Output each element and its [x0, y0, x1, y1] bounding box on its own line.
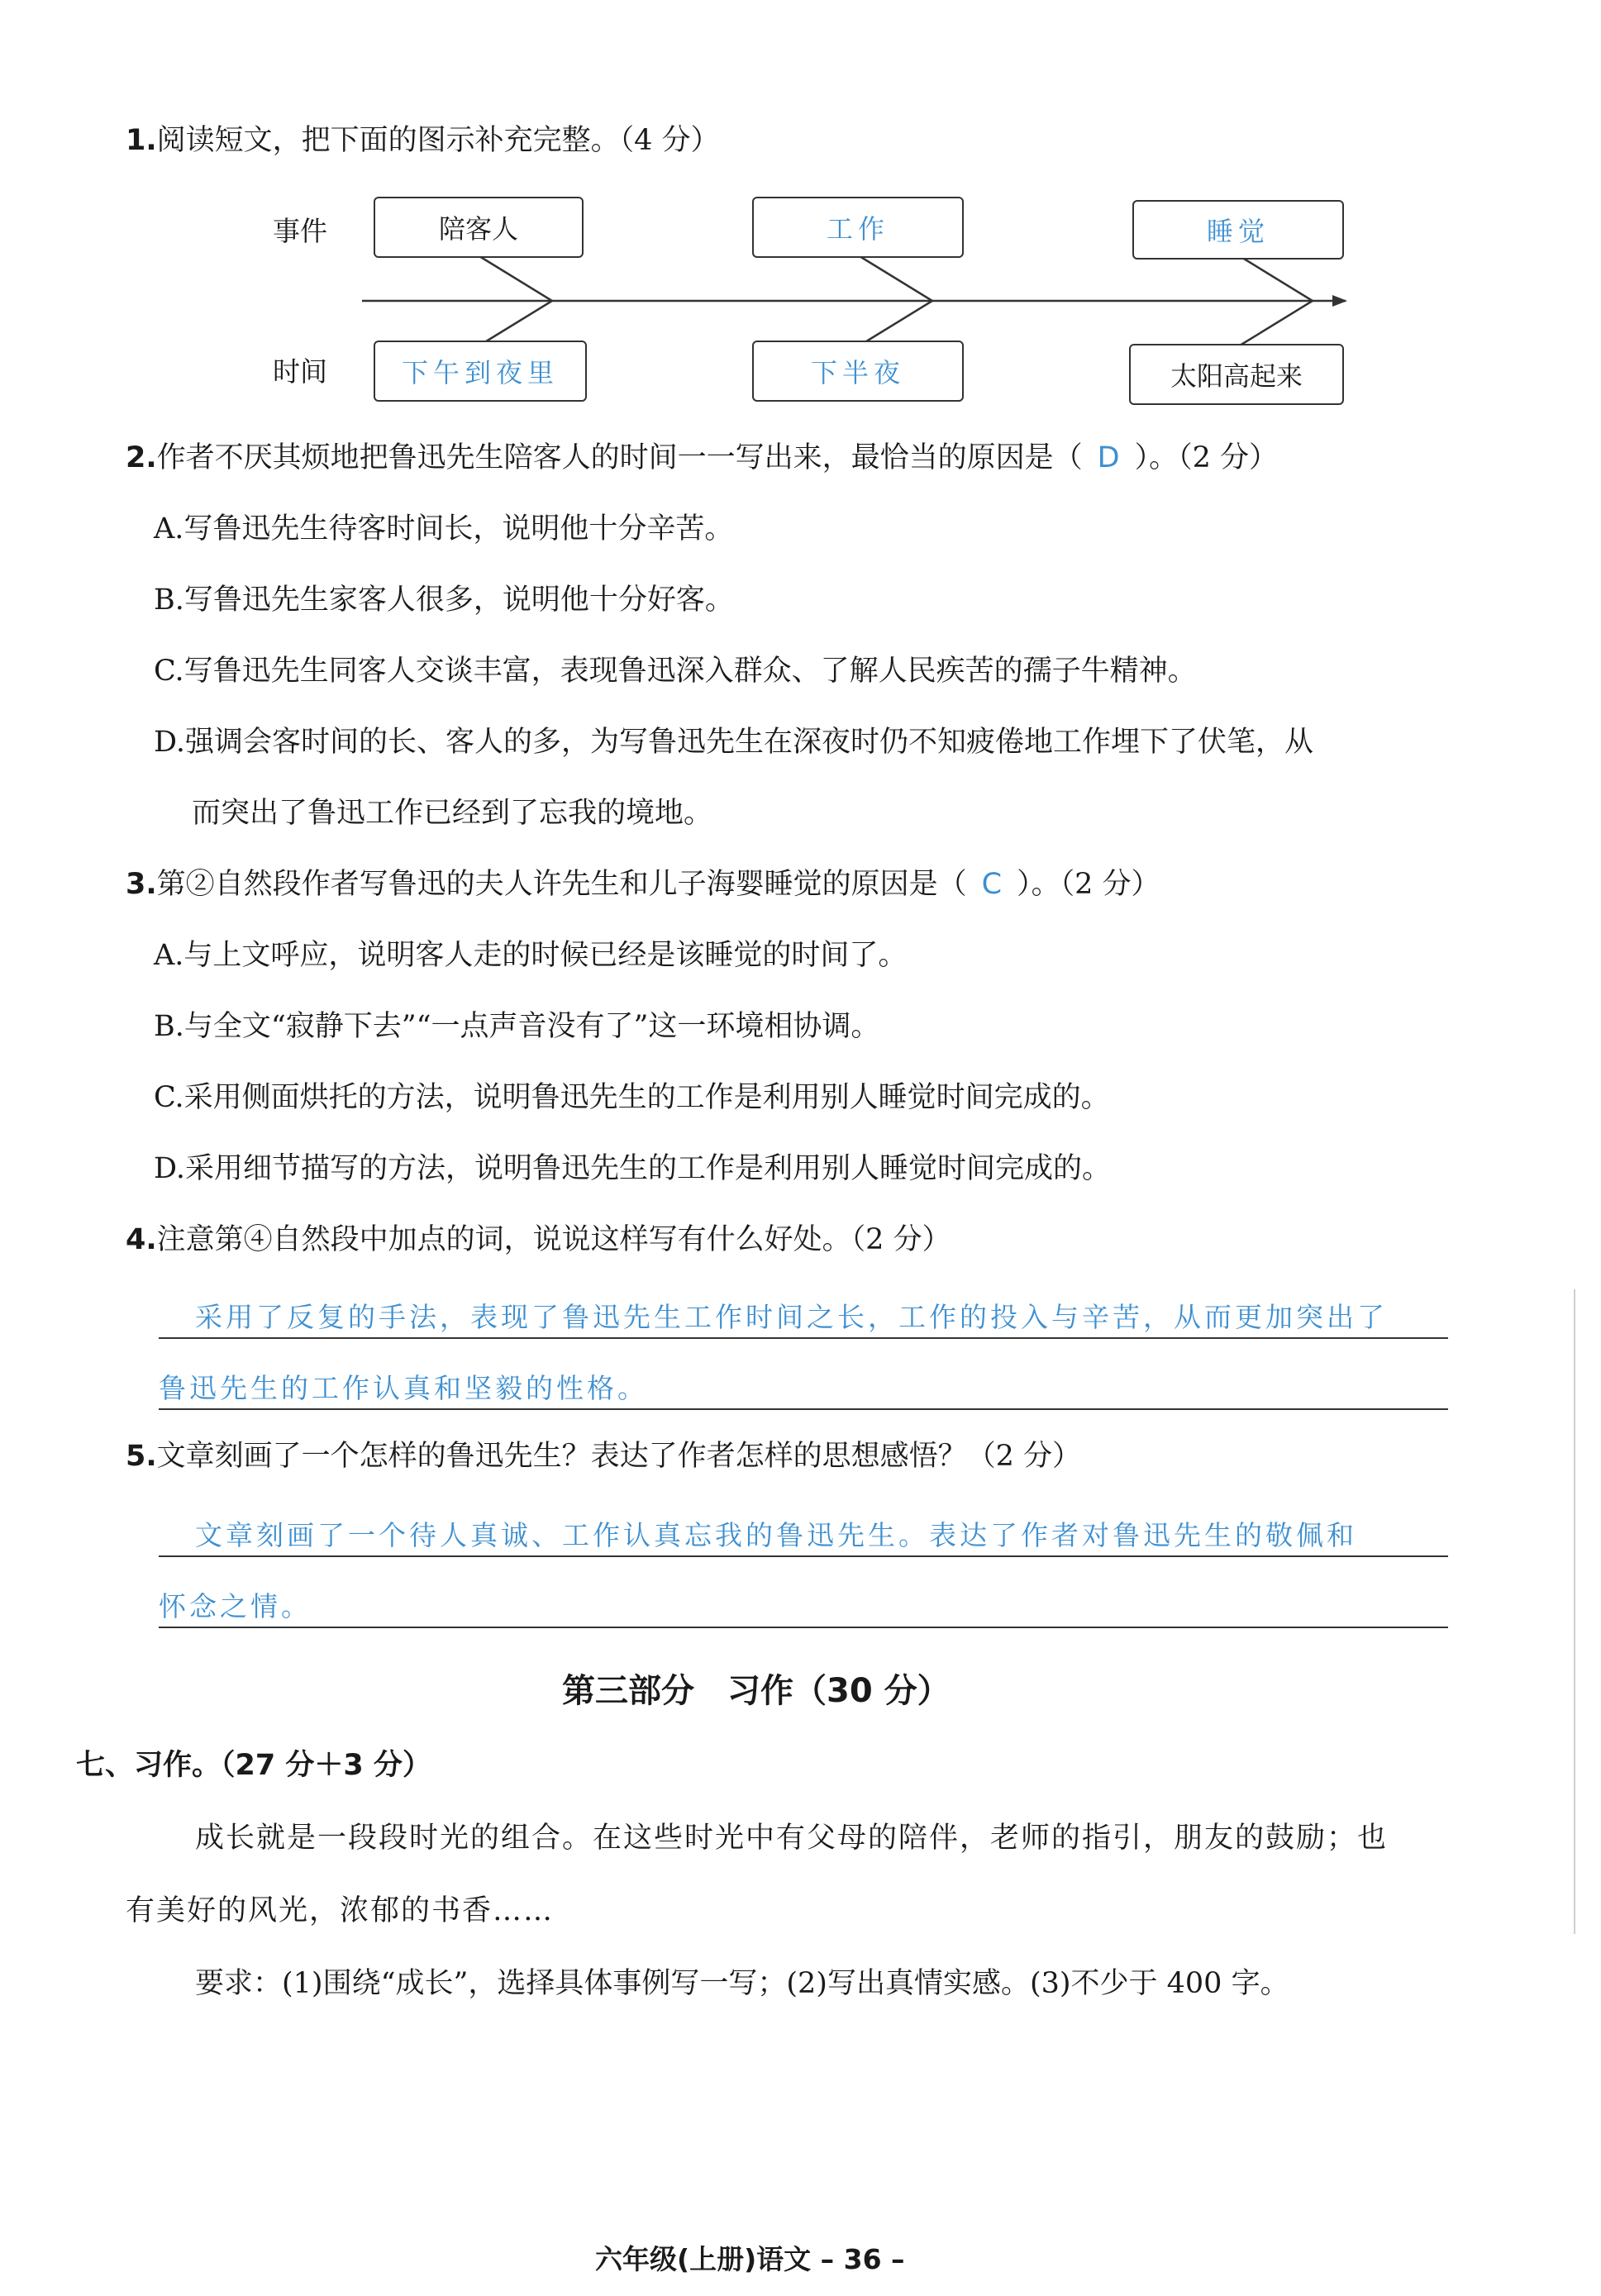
- q3-option-b: B.与全文“寂静下去”“一点声音没有了”这一环境相协调。: [154, 1010, 880, 1043]
- time-label-3: 太阳高起来: [1170, 360, 1303, 392]
- q4-text: 注意第④自然段中加点的词，说说这样写有什么好处。（2 分）: [156, 1223, 951, 1256]
- q3-number: 3.: [126, 868, 157, 901]
- event-label-3: 睡觉: [1206, 216, 1270, 247]
- q2-option-c: C.写鲁迅先生同客人交谈丰富，表现鲁迅深入群众、了解人民疾苦的孺子牛精神。: [154, 655, 1197, 688]
- q1-number: 1.: [126, 124, 157, 157]
- q3-option-d: D.采用细节描写的方法，说明鲁迅先生的工作是利用别人睡觉时间完成的。: [154, 1152, 1111, 1185]
- page-footer: 六年级(上册)语文 – 36 –: [595, 2243, 905, 2275]
- q2-option-a: A.写鲁迅先生待客时间长，说明他十分辛苦。: [154, 512, 734, 545]
- q7-prompt-line-2: 有美好的风光，浓郁的书香……: [126, 1894, 555, 1927]
- time-box-3: [1129, 344, 1344, 405]
- q2-option-d-cont: 而突出了鲁迅工作已经到了忘我的境地。: [192, 797, 713, 830]
- q5-text: 文章刻画了一个怎样的鲁迅先生？表达了作者怎样的思想感悟？（2 分）: [156, 1440, 1082, 1473]
- q3-text-after: ）。（2 分）: [1017, 868, 1160, 901]
- q7-requirements: 要求：(1)围绕“成长”，选择具体事例写一写；(2)写出真情实感。(3)不少于 400 字。: [195, 1967, 1289, 2000]
- part3-title: 第三部分 习作（30 分）: [562, 1672, 951, 1710]
- q4-answer-rule-1: [159, 1337, 1448, 1339]
- q2-answer: D: [1097, 441, 1120, 474]
- time-label-2: 下半夜: [810, 357, 905, 388]
- diagram-times-label: 时间: [273, 355, 327, 388]
- q1-text: 阅读短文，把下面的图示补充完整。（4 分）: [156, 124, 720, 157]
- q4-answer-line-2: 鲁迅先生的工作认真和坚毅的性格。: [159, 1372, 648, 1404]
- q3-answer: C: [981, 868, 1003, 901]
- q5-answer-line-1: 文章刻画了一个待人真诚、工作认真忘我的鲁迅先生。表达了作者对鲁迅先生的敬佩和: [195, 1519, 1357, 1551]
- q5-answer-rule-1: [159, 1555, 1448, 1557]
- event-box-1: [374, 197, 584, 258]
- q2-option-d: D.强调会客时间的长、客人的多，为写鲁迅先生在深夜时仍不知疲倦地工作埋下了伏笔，从: [154, 726, 1313, 759]
- q4-number: 4.: [126, 1223, 157, 1256]
- event-box-3: [1132, 200, 1344, 260]
- q4-answer-line-1: 采用了反复的手法，表现了鲁迅先生工作时间之长，工作的投入与辛苦，从而更加突出了: [195, 1301, 1388, 1333]
- q3-option-c: C.采用侧面烘托的方法，说明鲁迅先生的工作是利用别人睡觉时间完成的。: [154, 1081, 1110, 1114]
- q5-stem: [126, 1438, 1081, 1474]
- q1-diagram: [0, 0, 1601, 413]
- q2-text-after: ）。（2 分）: [1134, 441, 1279, 474]
- diagram-events-label: 事件: [273, 215, 327, 247]
- event-box-2: [752, 197, 964, 258]
- q2-text-before: 作者不厌其烦地把鲁迅先生陪客人的时间一一写出来，最恰当的原因是（: [156, 441, 1083, 474]
- q7-heading: 七、习作。（27 分＋3 分）: [76, 1749, 431, 1782]
- q3-stem: [126, 866, 1160, 903]
- q4-stem: [126, 1222, 951, 1258]
- q3-text-before: 第②自然段作者写鲁迅的夫人许先生和儿子海婴睡觉的原因是（: [156, 868, 967, 901]
- binding-edge-line: [1574, 1289, 1575, 1934]
- event-label-1: 陪客人: [438, 213, 518, 245]
- time-label-1: 下午到夜里: [401, 357, 559, 388]
- q2-stem: [126, 440, 1278, 476]
- time-box-2: [752, 341, 964, 402]
- event-label-2: 工作: [826, 213, 889, 245]
- q4-answer-rule-2: [159, 1408, 1448, 1410]
- q7-prompt-line-1: 成长就是一段段时光的组合。在这些时光中有父母的陪伴，老师的指引，朋友的鼓励；也: [195, 1822, 1389, 1855]
- time-box-1: [374, 341, 587, 402]
- q2-number: 2.: [126, 441, 157, 474]
- q3-option-a: A.与上文呼应，说明客人走的时候已经是该睡觉的时间了。: [154, 939, 908, 972]
- q5-number: 5.: [126, 1440, 157, 1473]
- q5-answer-line-2: 怀念之情。: [159, 1590, 312, 1622]
- q2-option-b: B.写鲁迅先生家客人很多，说明他十分好客。: [154, 584, 734, 617]
- q5-answer-rule-2: [159, 1627, 1448, 1628]
